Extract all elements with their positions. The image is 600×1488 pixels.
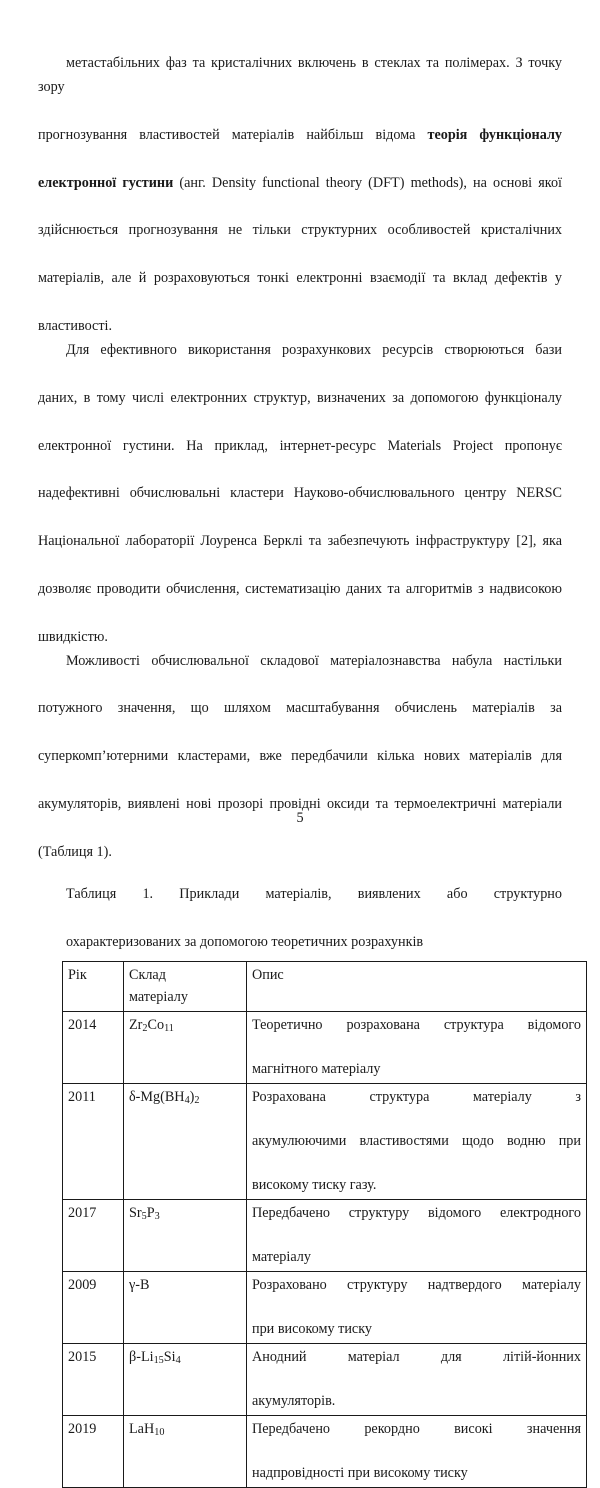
table-cell-description	[247, 1011, 587, 1083]
formula-text: LaH	[129, 1420, 155, 1437]
formula-text: β-Li	[129, 1348, 154, 1365]
table-cell-year-value: 2015	[68, 1348, 97, 1365]
par1-line3: (анг. Density functional theory (DFT) methods), на основі якої	[173, 174, 562, 191]
par1-line6: властивості.	[38, 317, 113, 334]
table-header-description	[247, 961, 587, 1011]
table-cell-year-value: 2014	[68, 1016, 97, 1033]
description-line: акумулюючими властивостями щодо водню при	[252, 1132, 581, 1149]
table-cell-composition	[124, 1199, 247, 1271]
table-row	[63, 1415, 587, 1487]
materials-table	[62, 961, 587, 1488]
table-header-description-label: Опис	[252, 966, 284, 983]
table-cell-description	[247, 1343, 587, 1415]
chemical-formula	[129, 1017, 174, 1033]
formula-subscript: 2	[142, 1023, 148, 1035]
table-header-composition	[124, 961, 247, 1011]
table-cell-composition	[124, 1415, 247, 1487]
table-caption	[38, 883, 562, 955]
par2-line1: Для ефективного використання розрахункових ресурсів створюються бази	[66, 341, 562, 358]
formula-text: Co	[147, 1016, 165, 1033]
description-line: високому тиску газу.	[252, 1176, 377, 1193]
paragraph-1	[38, 52, 562, 339]
description-line: магнітного матеріалу	[252, 1060, 381, 1077]
formula-subscript: 2	[194, 1095, 200, 1107]
table-cell-composition	[124, 1343, 247, 1415]
par2-line5: Національної лабораторії Лоуренса Берклі та забезпечують інфраструктуру [2], яка	[38, 533, 562, 550]
formula-subscript: 4	[175, 1355, 181, 1367]
page-content	[38, 52, 581, 1488]
table-cell-year-value: 2019	[68, 1420, 97, 1437]
par3-line1: Можливості обчислювальної складової матеріалознавства набула настільки	[66, 652, 562, 669]
table-header-row	[63, 961, 587, 1011]
formula-subscript: 11	[164, 1023, 174, 1035]
table-head	[63, 961, 587, 1011]
formula-subscript: 10	[154, 1427, 165, 1439]
chemical-formula	[129, 1205, 160, 1221]
description-line: Анодний матеріал для літій-йонних	[252, 1348, 581, 1365]
table-cell-composition	[124, 1271, 247, 1343]
description-line: Передбачено структуру відомого електродного	[252, 1204, 581, 1221]
table-cell-description	[247, 1415, 587, 1487]
table-cell-year	[63, 1271, 124, 1343]
table-cell-year	[63, 1083, 124, 1199]
table-row	[63, 1199, 587, 1271]
formula-subscript: 15	[153, 1355, 164, 1367]
chemical-formula	[129, 1277, 149, 1293]
table-cell-description	[247, 1199, 587, 1271]
par3-line2: потужного значення, що шляхом масштабування обчислень матеріалів за	[38, 700, 562, 717]
formula-text: Si	[163, 1348, 176, 1365]
par1-bold-2: електронної густини	[38, 174, 174, 191]
table-cell-year	[63, 1199, 124, 1271]
description-line: Розрахована структура матеріалу з	[252, 1088, 581, 1105]
formula-text: γ-B	[129, 1276, 150, 1293]
table-caption-line2: охарактеризованих за допомогою теоретичних розрахунків	[66, 933, 424, 950]
table-header-composition-line2: матеріалу	[129, 988, 188, 1005]
chemical-formula	[129, 1349, 181, 1365]
table-cell-year-value: 2009	[68, 1276, 97, 1293]
formula-text: P	[146, 1204, 155, 1221]
table-cell-composition	[124, 1011, 247, 1083]
chemical-formula	[129, 1421, 164, 1437]
table-header-year	[63, 961, 124, 1011]
table-header-year-label: Рік	[68, 966, 87, 983]
table-cell-description	[247, 1271, 587, 1343]
description-line: Передбачено рекордно високі значення	[252, 1420, 581, 1437]
par1-bold-1: теорія функціоналу	[427, 126, 562, 143]
paragraph-2	[38, 339, 562, 650]
page-number: 5	[296, 810, 304, 826]
formula-text: δ-Mg(BH	[129, 1088, 185, 1105]
chemical-formula	[129, 1089, 200, 1105]
description-line: Теоретично розрахована структура відомого	[252, 1016, 581, 1033]
par2-line6: дозволяє проводити обчислення, систематизацію даних та алгоритмів з надвисокою	[38, 580, 562, 597]
table-cell-description	[247, 1083, 587, 1199]
description-line: при високому тиску	[252, 1320, 372, 1337]
table-cell-year-value: 2017	[68, 1204, 97, 1221]
formula-subscript: 5	[141, 1211, 147, 1223]
formula-text: Sr	[129, 1204, 142, 1221]
description-line: Розраховано структуру надтвердого матеріалу	[252, 1276, 581, 1293]
description-line: надпровідності при високому тиску	[252, 1464, 468, 1481]
formula-subscript: 3	[154, 1211, 160, 1223]
par1-line2: прогнозування властивостей матеріалів найбільш відома	[38, 126, 428, 143]
description-line: матеріалу	[252, 1248, 311, 1265]
formula-text: Zr	[129, 1016, 143, 1033]
par2-line7: швидкістю.	[38, 628, 108, 645]
table-row	[63, 1271, 587, 1343]
table-caption-line1: Таблиця 1. Приклади матеріалів, виявлених або структурно	[66, 885, 562, 902]
paragraph-3	[38, 650, 562, 865]
table-cell-composition	[124, 1083, 247, 1199]
table-cell-year	[63, 1415, 124, 1487]
table-cell-year-value: 2011	[68, 1088, 96, 1105]
table-body	[63, 1011, 587, 1487]
par1-line4: здійснюється прогнозування не тільки структурних особливостей кристалічних	[38, 222, 562, 239]
par3-line5: (Таблиця 1).	[38, 843, 112, 860]
table-cell-year	[63, 1011, 124, 1083]
par2-line4: надефективні обчислювальні кластери Науково-обчислювального центру NERSC	[38, 485, 562, 502]
table-row	[63, 1343, 587, 1415]
caption-spacer	[38, 865, 562, 883]
description-line: акумуляторів.	[252, 1392, 336, 1409]
par1-line1: метастабільних фаз та кристалічних включень в стеклах та полімерах. З точку зору	[38, 55, 562, 95]
formula-subscript: 4	[184, 1095, 190, 1107]
table-header-composition-line1: Склад	[129, 966, 166, 983]
table-row	[63, 1083, 587, 1199]
table-cell-year	[63, 1343, 124, 1415]
par2-line3: електронної густини. На приклад, інтернет-ресурс Materials Project пропонує	[38, 437, 562, 454]
table-row	[63, 1011, 587, 1083]
par3-line4: акумуляторів, виявлені нові прозорі провідні оксиди та термоелектричні матеріали	[38, 796, 562, 813]
par1-line5: матеріалів, але й розраховуються тонкі електронні взаємодії та вклад дефектів у	[38, 270, 562, 287]
par2-line2: даних, в тому числі електронних структур, визначених за допомогою функціоналу	[38, 389, 562, 406]
formula-text: )	[189, 1088, 195, 1105]
par3-line3: суперкомп’ютерними кластерами, вже передбачили кілька нових матеріалів для	[38, 748, 562, 765]
